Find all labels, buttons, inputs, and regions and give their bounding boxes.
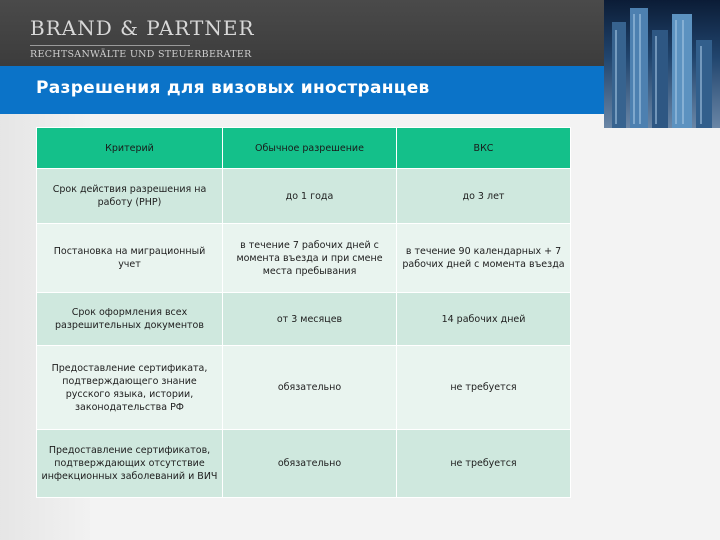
row-regular-value: от 3 месяцев <box>223 293 397 346</box>
brand-divider <box>30 45 190 46</box>
row-hqs-value: 14 рабочих дней <box>397 293 571 346</box>
header-hqs: ВКС <box>397 128 571 169</box>
row-criterion: Срок действия разрешения на работу (PHP) <box>37 169 223 224</box>
skyscraper-photo <box>604 0 720 128</box>
header-regular-permit: Обычное разрешение <box>223 128 397 169</box>
row-regular-value: обязательно <box>223 346 397 430</box>
slide-title: Разрешения для визовых иностранцев <box>36 78 430 98</box>
row-criterion: Предоставление сертификата, подтверждающего знание русского языка, истории, законодательства РФ <box>37 346 223 430</box>
table-row <box>37 169 571 224</box>
table-row <box>37 346 571 430</box>
table-row <box>37 293 571 346</box>
table-row <box>37 430 571 498</box>
table-header-row <box>37 128 571 169</box>
brand-logo-text: BRAND & PARTNER <box>30 16 255 40</box>
row-regular-value: до 1 года <box>223 169 397 224</box>
row-criterion: Срок оформления всех разрешительных документов <box>37 293 223 346</box>
table-row <box>37 224 571 293</box>
row-hqs-value: в течение 90 календарных + 7 рабочих дней с момента въезда <box>397 224 571 293</box>
row-criterion: Постановка на миграционный учет <box>37 224 223 293</box>
skyscraper-illustration <box>604 0 720 128</box>
row-hqs-value: не требуется <box>397 430 571 498</box>
row-hqs-value: до 3 лет <box>397 169 571 224</box>
comparison-table <box>36 127 571 498</box>
row-criterion: Предоставление сертификатов, подтверждающих отсутствие инфекционных заболеваний и ВИЧ <box>37 430 223 498</box>
row-regular-value: в течение 7 рабочих дней с момента въезда и при смене места пребывания <box>223 224 397 293</box>
brand-subtitle: RECHTSANWÄLTE UND STEUERBERATER <box>30 49 252 60</box>
header-criterion: Критерий <box>37 128 223 169</box>
row-regular-value: обязательно <box>223 430 397 498</box>
row-hqs-value: не требуется <box>397 346 571 430</box>
